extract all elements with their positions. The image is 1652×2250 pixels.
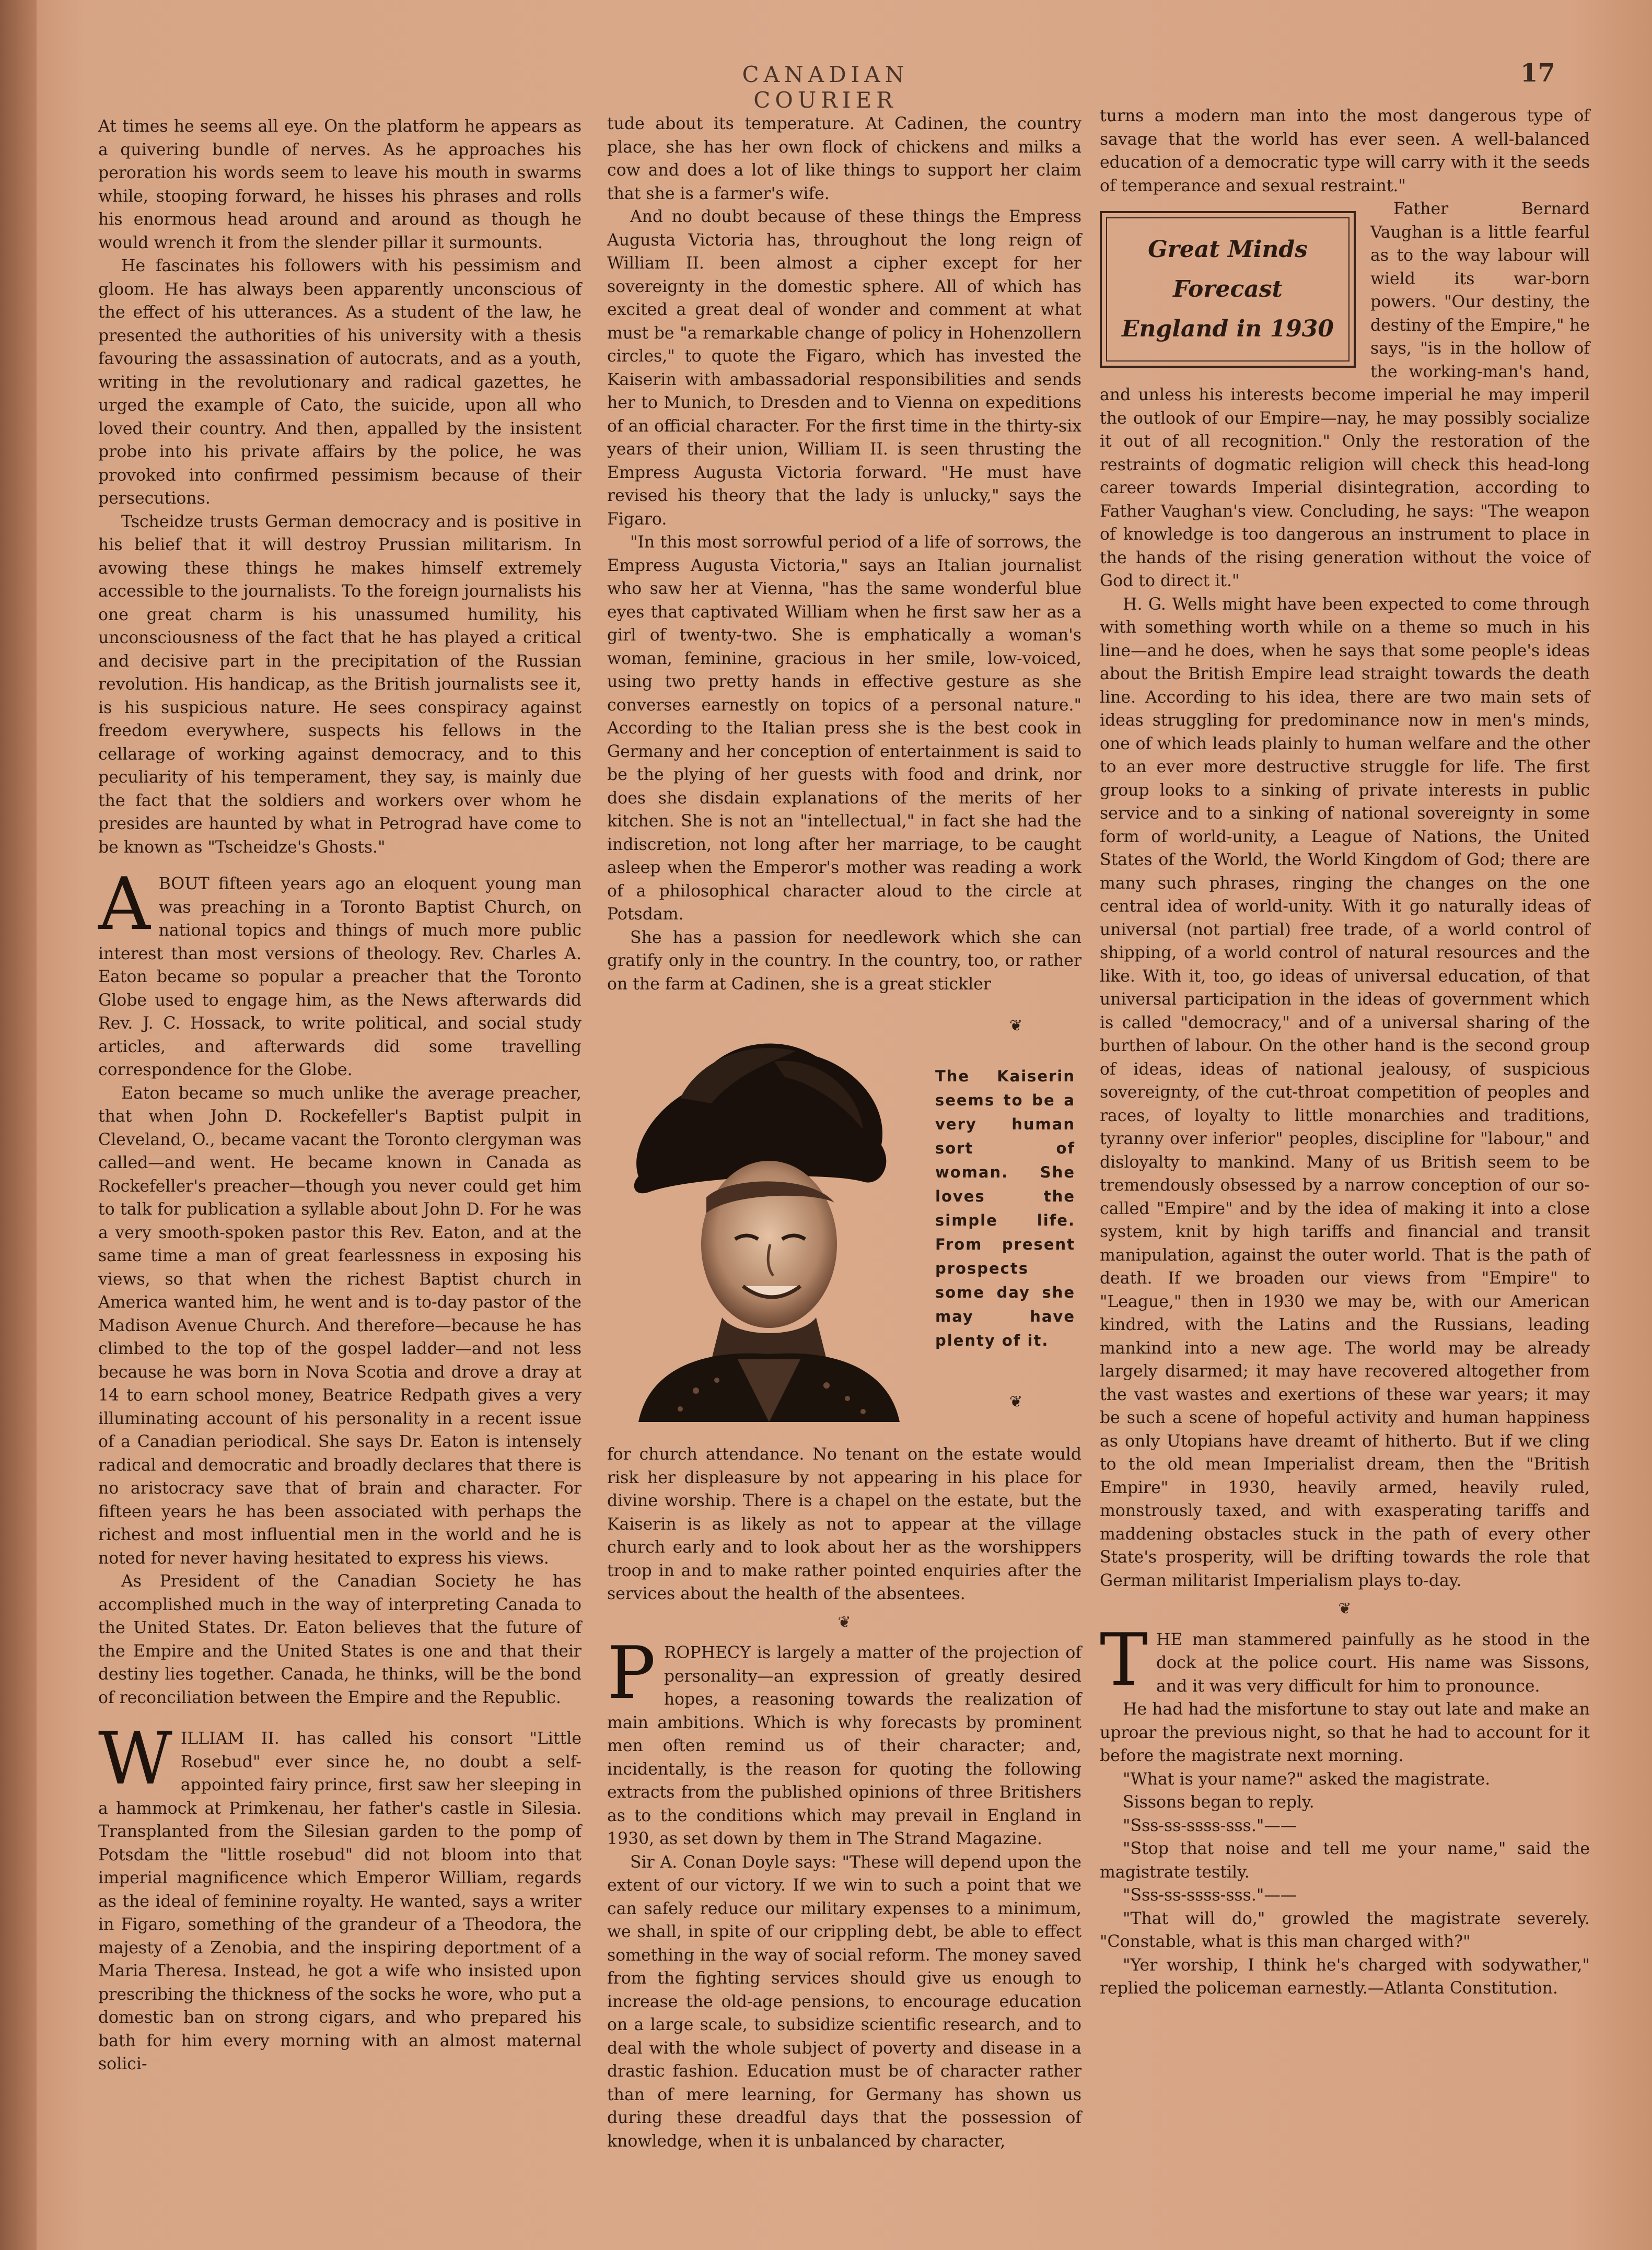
column-1: [98, 115, 581, 2076]
column-3: [1100, 104, 1590, 2000]
running-head: CANADIAN COURIER: [742, 62, 909, 113]
prophecy-text-1: ROPHECY is largely a matter of the projection of personality—an expression of greatly desired hopes, a reasoning towards the realization of main ambitions. Which is why forecasts by prominent men often remind us of their character; and, incidentally, is the reason for quoting the following extracts from the published opinions of three Britishers as to the conditions which may prevail in England in 1930, as set down by them in The Strand Magazine.: [607, 1643, 1081, 1848]
kaiserin-paragraph-1: tude about its temperature. At Cadinen, the country place, she has her own flock of chickens and milks a cow and does a lot of like things to support her claim that she is a farmer's wife.: [607, 114, 1081, 203]
sissons-paragraph-3: "What is your name?" asked the magistrate.: [1123, 1769, 1491, 1789]
eaton-paragraph-2: Eaton became so much unlike the average preacher, that when John D. Rockefeller's Baptist pulpit in Cleveland, O., became vacant the Toronto clergyman was called—and went. He became known in Canada as Rockefeller's preacher—though you never could get him to talk for publication a syllable about John D. For he was a very smooth-spoken pastor this Rev. Eaton, and at the same time a man of great fearlessness in exposing his views, so that when the richest Baptist church in America wanted him, he went and is to-day pastor of the Madison Avenue Church. And therefore—because he has climbed to the top of the gospel ladder—and not less because he was born in Nova Scotia and drove a dray at 14 to earn school money, Beatrice Redpath gives a very illuminating account of his personality in a recent issue of a Canadian periodical. She says Dr. Eaton is intensely radical and democratic and broadly declares that there is no aristocracy save that of brain and character. For fifteen years he has been associated with perhaps the richest and most influential men in the world and he is noted for never having hesitated to express his views.: [98, 1083, 581, 1568]
ornament-divider: ❦: [837, 1613, 851, 1631]
tscheidze-paragraph-2: He fascinates his followers with his pessimism and gloom. He has always been apparently unconscious of the effect of his utterances. As a student of the law, he presented the authorities of his university with a thesis favouring the assassination of autocrats, and as a youth, writing in the revolutionary and radical gazettes, he urged the example of Cato, the suicide, upon all who loved their country. And then, appalled by the insistent probe into his private affairs by the police, he was provoked into confirmed pessimism because of their persecutions.: [98, 257, 581, 508]
feature-title-line-1: Great Minds: [1148, 236, 1308, 263]
feature-title-line-3: England in 1930: [1121, 316, 1334, 342]
sissons-paragraph-4: Sissons began to reply.: [1123, 1793, 1314, 1812]
column-2: [607, 112, 1081, 2153]
doyle-continuation: turns a modern man into the most dangerous type of savage that the world has ever seen. A well-balanced education of a democratic type will carry with it the seeds of temperance and sexual restraint.": [1100, 107, 1590, 195]
feature-title-line-2: Forecast: [1173, 276, 1283, 302]
ornament-top: ❦: [1009, 1017, 1023, 1035]
feature-title-box: [1100, 211, 1356, 368]
william-paragraph-1: [98, 1717, 581, 2076]
ornament-divider-2: ❦: [1338, 1600, 1352, 1618]
kaiserin-paragraph-3: "In this most sorrowful period of a life of sorrows, the Empress Augusta Victoria," says an Italian journalist who saw her at Vienna, "has the same wonderful blue eyes that captivated William when he first saw her as a girl of twenty-two. She is emphatically a woman's woman, feminine, gracious in her smile, low-voiced, using two pretty hands in effective gesture as she converses earnestly on topics of a personal nature." According to the Italian press she is the best cook in Germany and her conception of entertainment is said to be the plying of her guests with food and drink, nor does she disdain explanations of the merits of her kitchen. She is not an "intellectual," in fact she had the indiscretion, not long after her marriage, to be caught asleep when the Emperor's mother was reading a work of a philosophical character aloud to the circle at Potsdam.: [607, 533, 1081, 924]
sissons-paragraph-6: "Stop that noise and tell me your name," said the magistrate testily.: [1100, 1839, 1590, 1882]
portrait-caption: The Kaiserin seems to be a very human sort of woman. She loves the simple life. From present prospects some day she may have plenty of it.: [935, 1067, 1075, 1349]
eaton-paragraph-3: As President of the Canadian Society he has accomplished much in the way of interpreting Canada to the United States. Dr. Eaton believes that the future of the Empire and the United States is one and that their destiny lies together. Canada, he thinks, will be the bond of reconciliation between the Empire and the Republic.: [98, 1572, 581, 1707]
eaton-text-1: BOUT fifteen years ago an eloquent young man was preaching in a Toronto Baptist Church, on national topics and things of much more public interest than most versions of theology. Rev. Charles A. Eaton became so popular a preacher that the Toronto Globe used to engage him, as the News afterwards did Rev. J. C. Hossack, to write political, and social study articles, and afterwards did some travelling correspondence for the Globe.: [98, 875, 581, 1079]
sissons-paragraph-1: [1100, 1617, 1590, 1702]
sissons-text-1: HE man stammered painfully as he stood in the dock at the police court. His name was Sissons, and it was very difficult for him to pronounce.: [1156, 1630, 1590, 1696]
tscheidze-paragraph-3: Tscheidze trusts German democracy and is positive in his belief that it will destroy Prussian militarism. In avowing these things he makes himself extremely accessible to the journalists. To the foreign journalists his one great charm is his unassumed humility, his unconsciousness of the fact that he has played a critical and decisive part in the precipitation of the Russian revolution. His handicap, as the British journalists see it, is his suspicious nature. He sees conspiracy against freedom everywhere, suspects his fellows in the cellarage of working against democracy, and to this peculiarity of his temperament, they say, is mainly due the fact that the soldiers and workers over whom he presides are haunted by what in Petrograd have come to be known as "Tscheidze's Ghosts.": [98, 512, 581, 857]
prophecy-paragraph-2: Sir A. Conan Doyle says: "These will depend upon the extent of our victory. If we win to such a point that we can safely reduce our military expenses to a minimum, we shall, in spite of our crippling debt, be able to effect something in the way of social reform. The money saved from the fighting services should give us enough to increase the old-age pensions, to encourage education on a large scale, to subsidize scientific research, and to deal with the whole subject of poverty and disease in a drastic fashion. Education must be of character rather than of mere learning, for Germany has shown us during these dreadful days that the possession of knowledge, when it is unbalanced by character,: [607, 1852, 1081, 2151]
kaiserin-paragraph-5: for church attendance. No tenant on the estate would risk her displeasure by not appearing in his place for divine worship. There is a chapel on the estate, but the Kaiserin is as likely as not to appear at the village church early and to look about her as the worshippers troop in and to make rather pointed enquiries after the services about the health of the absentees.: [607, 1445, 1081, 1603]
vaughan-paragraph: Father Bernard Vaughan is a little fearful as to the way labour will wield its war-born powers. "Our destiny, the destiny of the Empire," he says, "is in the hollow of the working-man's hand, and unless his interests become imperial he may imperil the outlook of our Empire—nay, he may possibly socialize it out of all recognition." Only the restoration of the restraints of dogmatic religion will check this head-long career towards Imperial disintegration, according to Father Vaughan's view. Concluding, he says: "The weapon of knowledge is too dangerous an instrument to place in the hands of the rising generation without the voice of God to direct it.": [1100, 200, 1590, 590]
drop-cap-w: W: [98, 1717, 172, 1801]
sissons-paragraph-9: "Yer worship, I think he's charged with sodywather," replied the policeman earnestly.—Atlanta Constitution.: [1100, 1955, 1590, 1998]
wells-paragraph: H. G. Wells might have been expected to come through with something worth while on a theme so much in his line—and he does, when he says that some people's ideas about the British Empire lead straight towards the death line. According to his idea, there are two main sets of ideas struggling for predominance now in men's minds, one of which leads plainly to human welfare and the other to an ever more destructive struggle for life. The first group looks to a sinking of private interests in public service and to a sinking of national sovereignty in some form of world-unity, a League of Nations, the United States of the World, the World Kingdom of God; there are many such phrases, ringing the changes on the one central idea of world-unity. With it go naturally ideas of universal (not partial) free trade, of a world control of shipping, of a world control of natural resources and the like. With it, too, go ideas of universal education, of that universal participation in the ideas of government which is called "democracy," and of a universal sharing of the burthen of labour. On the other hand is the second group of ideas, ideas of national jealousy, of suspicious sovereignty, of the cut-throat competition of peoples and races, of loyalty to little monarchies and traditions, tyranny over inferior" peoples, discipline for "labour," and disloyalty to mankind. Many of us British seem to be tremendously obsessed by a narrow conception of our so-called "Empire" and by the idea of making it into a close system, knit by high tariffs and financial and transit manipulation, against the outer world. That is the path of death. If we broaden our views from "Empire" to "League," then in 1930 we may be, with our American kindred, with the Latins and the Russians, leading mankind into a new age. The world may be already largely disarmed; it may have recovered altogether from the vast wastes and exertions of these war years; it may be such a scene of hopeful activity and human happiness as only Utopians have dreamt of hitherto. But if we cling to the old mean Imperialist dream, then the "British Empire" in 1930, heavily armed, heavily ruled, monstrously taxed, and with exasperating tariffs and maddening obstacles stuck in the path of every other State's prosperity, will be drifting towards the role that German militarist Imperialism plays to-day.: [1100, 594, 1590, 1590]
eaton-paragraph-1: [98, 862, 581, 1082]
feature-title-box-inner: [1106, 217, 1349, 362]
page-binding-edge: [0, 0, 37, 2250]
sissons-paragraph-8: "That will do," growled the magistrate severely. "Constable, what is this man charged with?": [1100, 1909, 1590, 1951]
drop-cap-a: A: [98, 862, 150, 946]
sissons-paragraph-5: "Sss-ss-ssss-sss."——: [1123, 1816, 1297, 1835]
sissons-paragraph-2: He had had the misfortune to stay out late and make an uproar the previous night, so that he had to account for it before the magistrate next morning.: [1100, 1700, 1590, 1765]
sissons-paragraph-7: "Sss-ss-ssss-sss."——: [1123, 1886, 1297, 1905]
page-number: 17: [1520, 59, 1555, 88]
kaiserin-paragraph-4: She has a passion for needlework which she can gratify only in the country. In the country, too, or rather on the farm at Cadinen, she is a great stickler: [607, 928, 1081, 994]
drop-cap-t: T: [1100, 1617, 1148, 1702]
prophecy-paragraph-1: [607, 1631, 1081, 1851]
ornament-bottom: ❦: [1009, 1393, 1023, 1411]
kaiserin-portrait-illustration: [618, 1025, 900, 1422]
drop-cap-p: P: [607, 1631, 656, 1715]
william-text-1: ILLIAM II. has called his consort "Little Rosebud" ever since he, no doubt a self-appointed fairy prince, first saw her sleeping in a hammock at Primkenau, her father's castle in Silesia. Transplanted from the Silesian garden to the pomp of Potsdam the "little rosebud" did not bloom into that imperial magnificence which Emperor William, regards as the ideal of feminine royalty. He wanted, says a writer in Figaro, something of the grandeur of a Theodora, the majesty of a Zenobia, and the inspiring deportment of a Maria Theresa. Instead, he got a wife who insisted upon prescribing the thickness of the socks he wore, who put a domestic ban on strong cigars, and who prepared his bath for him every morning with an almost maternal solici-: [98, 1729, 581, 2073]
kaiserin-paragraph-2: And no doubt because of these things the Empress Augusta Victoria has, throughout the long reign of William II. been almost a cipher except for her sovereignty in the domestic sphere. All of which has excited a great deal of wonder and comment at what must be "a remarkable change of policy in Hohenzollern circles," to quote the Figaro, which has invested the Kaiserin with ambassadorial responsibilities and sends her to Munich, to Dresden and to Vienna on expeditions of an official character. For the first time in the thirty-six years of their union, William II. is seen thrusting the Empress Augusta Victoria forward. "He must have revised his theory that the lady is unlucky," says the Figaro.: [607, 207, 1081, 529]
tscheidze-paragraph-1: At times he seems all eye. On the platform he appears as a quivering bundle of nerves. As he approaches his peroration his words seem to leave his mouth in swarms while, stooping forward, he hisses his phrases and rolls his enormous head around and around as though he would wrench it from the slender pillar it surmounts.: [98, 117, 581, 252]
kaiserin-figure: [607, 1015, 1081, 1432]
